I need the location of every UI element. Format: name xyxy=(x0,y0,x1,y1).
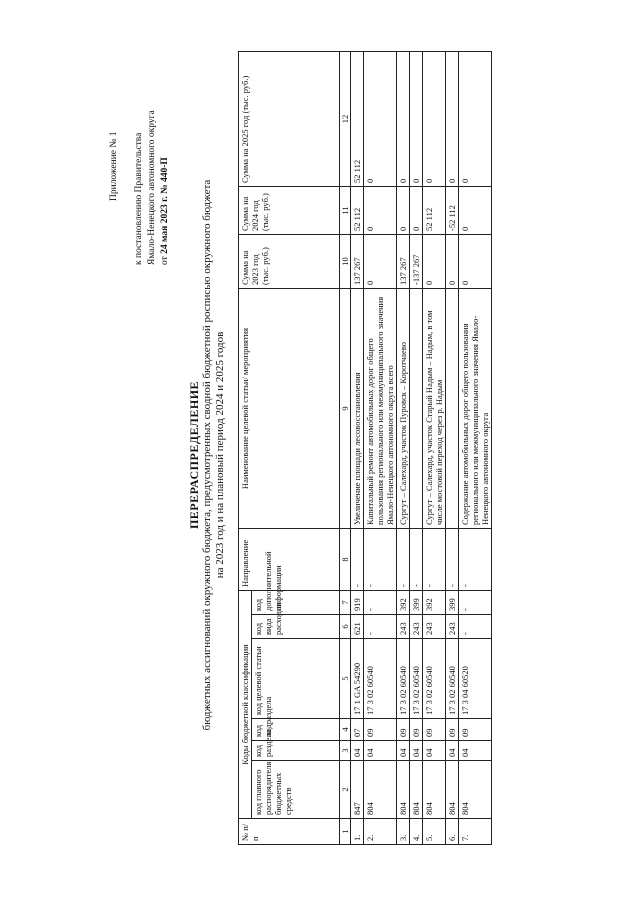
title-period: на 2023 год и на плановый период 2024 и 2025 годов xyxy=(214,331,226,579)
expense-type-code-cell: 243 xyxy=(397,615,410,639)
direction-cell: - xyxy=(397,528,410,590)
column-number-cell: 1 xyxy=(340,819,351,845)
col-prz-header: код подраздела xyxy=(252,719,340,741)
sum-2023-cell: -137 267 xyxy=(410,234,423,288)
appendix-date xyxy=(159,45,172,265)
sum-2025-cell: 0 xyxy=(423,51,446,186)
col-csr-header: код целевой статьи xyxy=(252,639,340,719)
column-number-cell: 6 xyxy=(340,615,351,639)
column-number-cell: 8 xyxy=(340,528,351,590)
target-article-code-cell: 17 3 02 60540 xyxy=(423,639,446,719)
col-vr-header: код вида расходов xyxy=(252,615,340,639)
col-name-header: Наименование целевой статьи/ мероприятия xyxy=(239,288,340,528)
column-number-cell: 4 xyxy=(340,719,351,741)
item-name-cell: Содержание автомобильных дорог общего пользования регионального или межмуниципального значения Ямало-Ненецкого автономного округа xyxy=(459,288,492,528)
item-name-cell: Сургут – Салехард, участок Старый Надым – Надым, в том числе мостовой переход через р. Надым xyxy=(423,288,446,528)
table-row xyxy=(459,51,492,844)
grbs-code-cell: 804 xyxy=(446,761,459,819)
subsection-code-cell: 09 xyxy=(364,719,397,741)
table-row xyxy=(364,51,397,844)
sum-2023-cell: 0 xyxy=(364,234,397,288)
grbs-code-cell: 804 xyxy=(410,761,423,819)
appendix-number: Приложение № 1 xyxy=(109,131,119,201)
appendix-line-1: к постановлению Правительства xyxy=(134,132,144,265)
col-sum-2024-header: Сумма на 2024 год (тыс. руб.) xyxy=(239,186,340,234)
target-article-code-cell: 17 3 04 60520 xyxy=(459,639,492,719)
row-number-cell: 5. xyxy=(423,819,446,845)
appendix-line-2: Ямало-Ненецкого автономного округа xyxy=(147,110,157,265)
expense-type-code-cell: - xyxy=(364,615,397,639)
row-number-cell: 4. xyxy=(410,819,423,845)
subsection-code-cell: 09 xyxy=(459,719,492,741)
sum-2023-cell: 137 267 xyxy=(351,234,364,288)
item-name-cell: Капитальный ремонт автомобильных дорог общего пользования регионального или межмуниципального значения Ямало-Ненецкого автономного округа всего xyxy=(364,288,397,528)
section-code-cell: 04 xyxy=(397,741,410,761)
redistribution-table xyxy=(238,51,492,845)
col-sum-2023-header: Сумма на 2023 год (тыс. руб.) xyxy=(239,234,340,288)
sum-2025-cell: 0 xyxy=(459,51,492,186)
target-article-code-cell: 17 3 02 60540 xyxy=(397,639,410,719)
sum-2024-cell: 52 112 xyxy=(351,186,364,234)
date-prefix: от xyxy=(160,253,170,265)
column-number-cell: 7 xyxy=(340,590,351,614)
grbs-code-cell: 804 xyxy=(364,761,397,819)
expense-type-code-cell: - xyxy=(459,615,492,639)
table-row xyxy=(397,51,410,844)
sum-2025-cell: 0 xyxy=(364,51,397,186)
col-sum-2025-header: Сумма на 2025 год (тыс. руб.) xyxy=(239,51,340,186)
date-number: 24 мая 2023 г. № 440-П xyxy=(160,157,170,254)
sum-2024-cell: -52 112 xyxy=(446,186,459,234)
sum-2024-cell: 0 xyxy=(459,186,492,234)
appendix-header xyxy=(108,45,172,265)
section-code-cell: 04 xyxy=(459,741,492,761)
sum-2025-cell: 52 112 xyxy=(351,51,364,186)
target-article-code-cell: 17 3 02 60540 xyxy=(446,639,459,719)
col-dop-header: код дополнительной информации xyxy=(252,590,340,614)
subsection-code-cell: 07 xyxy=(351,719,364,741)
expense-type-code-cell: 621 xyxy=(351,615,364,639)
column-number-cell: 11 xyxy=(340,186,351,234)
grbs-code-cell: 804 xyxy=(423,761,446,819)
additional-info-code-cell: 399 xyxy=(410,590,423,614)
target-article-code-cell: 17 3 02 60540 xyxy=(410,639,423,719)
sum-2025-cell: 0 xyxy=(397,51,410,186)
column-number-cell: 2 xyxy=(340,761,351,819)
grbs-code-cell: 804 xyxy=(397,761,410,819)
row-number-cell: 1. xyxy=(351,819,364,845)
sum-2024-cell: 0 xyxy=(410,186,423,234)
subsection-code-cell: 09 xyxy=(423,719,446,741)
column-number-cell: 3 xyxy=(340,741,351,761)
sum-2024-cell: 52 112 xyxy=(423,186,446,234)
item-name-cell xyxy=(410,288,423,528)
col-codes-header: Коды бюджетной классификации xyxy=(239,590,252,818)
additional-info-code-cell: 919 xyxy=(351,590,364,614)
col-grbs-header: код главного распорядителя бюджетных средств xyxy=(252,761,340,819)
row-number-cell: 7. xyxy=(459,819,492,845)
item-name-cell: Сургут – Салехард, участок Пуровск – Коротчаево xyxy=(397,288,410,528)
table-row xyxy=(351,51,364,844)
col-number-header: № п/п xyxy=(239,819,340,845)
sum-2024-cell: 0 xyxy=(397,186,410,234)
direction-cell: - xyxy=(364,528,397,590)
section-code-cell: 04 xyxy=(423,741,446,761)
sum-2025-cell: 0 xyxy=(446,51,459,186)
title-main: ПЕРЕРАСПРЕДЕЛЕНИЕ xyxy=(187,380,201,530)
section-code-cell: 04 xyxy=(410,741,423,761)
additional-info-code-cell: - xyxy=(459,590,492,614)
document-title xyxy=(188,75,227,835)
row-number-cell: 3. xyxy=(397,819,410,845)
additional-info-code-cell: 392 xyxy=(397,590,410,614)
grbs-code-cell: 804 xyxy=(459,761,492,819)
column-numbers-row xyxy=(340,51,351,844)
column-number-cell: 5 xyxy=(340,639,351,719)
sum-2023-cell: 137 267 xyxy=(397,234,410,288)
row-number-cell: 6. xyxy=(446,819,459,845)
section-code-cell: 04 xyxy=(446,741,459,761)
subsection-code-cell: 09 xyxy=(397,719,410,741)
table-body xyxy=(351,51,492,844)
target-article-code-cell: 17 1 GA 54290 xyxy=(351,639,364,719)
title-subtitle: бюджетных ассигнований окружного бюджета, предусмотренных сводной бюджетной росписью окружного бюджета xyxy=(201,179,213,731)
item-name-cell xyxy=(446,288,459,528)
grbs-code-cell: 847 xyxy=(351,761,364,819)
expense-type-code-cell: 243 xyxy=(423,615,446,639)
column-number-cell: 9 xyxy=(340,288,351,528)
direction-cell: - xyxy=(351,528,364,590)
column-number-cell: 10 xyxy=(340,234,351,288)
item-name-cell: Увеличение площади лесовосстановления xyxy=(351,288,364,528)
expense-type-code-cell: 243 xyxy=(410,615,423,639)
table-row xyxy=(410,51,423,844)
column-number-cell: 12 xyxy=(340,51,351,186)
sum-2025-cell: 0 xyxy=(410,51,423,186)
sum-2023-cell: 0 xyxy=(446,234,459,288)
additional-info-code-cell: 399 xyxy=(446,590,459,614)
sum-2023-cell: 0 xyxy=(423,234,446,288)
expense-type-code-cell: 243 xyxy=(446,615,459,639)
additional-info-code-cell: 392 xyxy=(423,590,446,614)
direction-cell: - xyxy=(459,528,492,590)
additional-info-code-cell: - xyxy=(364,590,397,614)
sum-2024-cell: 0 xyxy=(364,186,397,234)
section-code-cell: 04 xyxy=(364,741,397,761)
table-row xyxy=(446,51,459,844)
table-row xyxy=(423,51,446,844)
target-article-code-cell: 17 3 02 60540 xyxy=(364,639,397,719)
direction-cell: - xyxy=(446,528,459,590)
col-rz-header: код раздела xyxy=(252,741,340,761)
sum-2023-cell: 0 xyxy=(459,234,492,288)
direction-cell: - xyxy=(423,528,446,590)
header-row xyxy=(239,51,252,844)
subsection-code-cell: 09 xyxy=(446,719,459,741)
col-direction-header: Направление xyxy=(239,528,340,590)
subsection-code-cell: 09 xyxy=(410,719,423,741)
section-code-cell: 04 xyxy=(351,741,364,761)
direction-cell: - xyxy=(410,528,423,590)
row-number-cell: 2. xyxy=(364,819,397,845)
